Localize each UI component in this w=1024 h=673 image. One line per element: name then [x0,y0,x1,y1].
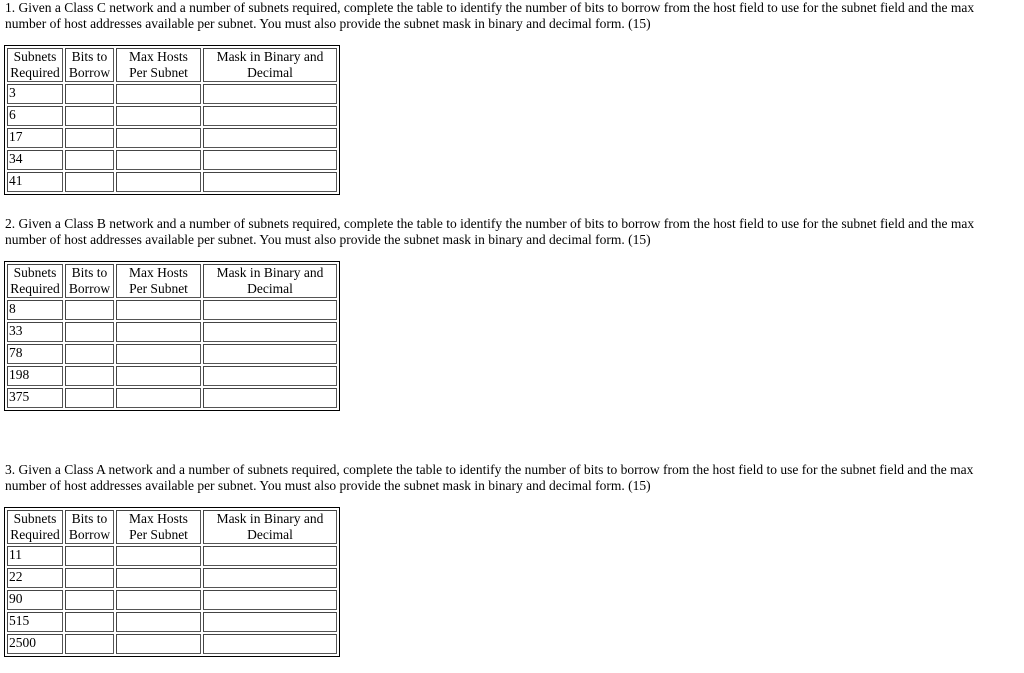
subnets-cell: 17 [7,128,63,148]
table-row [7,106,337,126]
class-c-subnet-table [4,45,340,195]
question-1-text: 1. Given a Class C network and a number of subnets required, complete the table to identify the number of bits to borrow from the host field to use for the subnet field and the max number of host addresses available per subnet. You must also provide the subnet mask in binary and decimal form. (15) [5,0,975,31]
mask-cell[interactable] [203,612,337,632]
subnets-cell: 515 [7,612,63,632]
header-text: Subnets [13,265,57,280]
table-row [7,84,337,104]
table-row [7,546,337,566]
header-text: Bits to [71,265,108,280]
header-text: Per Subnet [129,65,188,80]
header-mask [203,510,337,544]
table-row [7,590,337,610]
hosts-cell[interactable] [116,568,201,588]
table-header-row [7,48,337,82]
header-text: Required [10,527,60,542]
subnets-cell: 78 [7,344,63,364]
header-max-hosts [116,510,201,544]
mask-cell[interactable] [203,172,337,192]
header-bits-to-borrow [65,264,114,298]
hosts-cell[interactable] [116,322,201,342]
mask-cell[interactable] [203,106,337,126]
header-text: Max Hosts [129,265,188,280]
hosts-cell[interactable] [116,172,201,192]
bits-cell[interactable] [65,344,114,364]
subnets-cell: 33 [7,322,63,342]
header-text: Per Subnet [129,527,188,542]
header-text: Required [10,281,60,296]
hosts-cell[interactable] [116,150,201,170]
header-text: Required [10,65,60,80]
hosts-cell[interactable] [116,546,201,566]
subnets-cell: 41 [7,172,63,192]
header-text: Borrow [68,65,111,80]
header-text: Subnets [13,511,57,526]
header-text: Decimal [247,65,293,80]
header-text: Borrow [68,281,111,296]
bits-cell[interactable] [65,388,114,408]
header-text: Max Hosts [129,511,188,526]
subnets-cell: 90 [7,590,63,610]
table-row [7,172,337,192]
header-text: Bits to [71,511,108,526]
header-text: Subnets [13,49,57,64]
bits-cell[interactable] [65,322,114,342]
header-text: Mask in Binary and [216,49,324,64]
table-row [7,300,337,320]
header-subnets-required [7,264,63,298]
table-row [7,388,337,408]
table-header-row [7,264,337,298]
header-bits-to-borrow [65,48,114,82]
hosts-cell[interactable] [116,590,201,610]
hosts-cell[interactable] [116,612,201,632]
bits-cell[interactable] [65,300,114,320]
table-row [7,612,337,632]
mask-cell[interactable] [203,590,337,610]
header-text: Per Subnet [129,281,188,296]
header-text: Decimal [247,527,293,542]
mask-cell[interactable] [203,366,337,386]
hosts-cell[interactable] [116,128,201,148]
header-text: Decimal [247,281,293,296]
header-text: Mask in Binary and [216,265,324,280]
mask-cell[interactable] [203,546,337,566]
mask-cell[interactable] [203,128,337,148]
subnets-cell: 375 [7,388,63,408]
table-row [7,366,337,386]
subnets-cell: 34 [7,150,63,170]
header-mask [203,48,337,82]
subnets-cell: 3 [7,84,63,104]
header-text: Bits to [71,49,108,64]
mask-cell[interactable] [203,150,337,170]
table-row [7,150,337,170]
table-row [7,128,337,148]
bits-cell[interactable] [65,634,114,654]
bits-cell[interactable] [65,150,114,170]
class-b-subnet-table [4,261,340,411]
subnets-cell: 2500 [7,634,63,654]
hosts-cell[interactable] [116,344,201,364]
bits-cell[interactable] [65,590,114,610]
question-2-text: 2. Given a Class B network and a number of subnets required, complete the table to identify the number of bits to borrow from the host field to use for the subnet field and the max number of host addresses available per subnet. You must also provide the subnet mask in binary and decimal form. (15) [5,216,975,247]
mask-cell[interactable] [203,388,337,408]
bits-cell[interactable] [65,84,114,104]
bits-cell[interactable] [65,612,114,632]
hosts-cell[interactable] [116,106,201,126]
header-max-hosts [116,264,201,298]
mask-cell[interactable] [203,84,337,104]
header-text: Mask in Binary and [216,511,324,526]
subnets-cell: 22 [7,568,63,588]
header-subnets-required [7,510,63,544]
table-row [7,634,337,654]
table-row [7,568,337,588]
table-row [7,322,337,342]
header-subnets-required [7,48,63,82]
bits-cell[interactable] [65,106,114,126]
hosts-cell[interactable] [116,366,201,386]
bits-cell[interactable] [65,568,114,588]
bits-cell[interactable] [65,366,114,386]
mask-cell[interactable] [203,322,337,342]
hosts-cell[interactable] [116,84,201,104]
mask-cell[interactable] [203,300,337,320]
mask-cell[interactable] [203,568,337,588]
mask-cell[interactable] [203,634,337,654]
table-row [7,344,337,364]
header-bits-to-borrow [65,510,114,544]
hosts-cell[interactable] [116,634,201,654]
table-header-row [7,510,337,544]
bits-cell[interactable] [65,546,114,566]
header-text: Borrow [68,527,111,542]
subnets-cell: 6 [7,106,63,126]
hosts-cell[interactable] [116,300,201,320]
subnets-cell: 8 [7,300,63,320]
header-mask [203,264,337,298]
header-text: Max Hosts [129,49,188,64]
question-3-text: 3. Given a Class A network and a number of subnets required, complete the table to identify the number of bits to borrow from the host field to use for the subnet field and the max number of host addresses available per subnet. You must also provide the subnet mask in binary and decimal form. (15) [5,462,974,493]
mask-cell[interactable] [203,344,337,364]
subnets-cell: 198 [7,366,63,386]
class-a-subnet-table [4,507,340,657]
bits-cell[interactable] [65,128,114,148]
subnets-cell: 11 [7,546,63,566]
header-max-hosts [116,48,201,82]
hosts-cell[interactable] [116,388,201,408]
bits-cell[interactable] [65,172,114,192]
